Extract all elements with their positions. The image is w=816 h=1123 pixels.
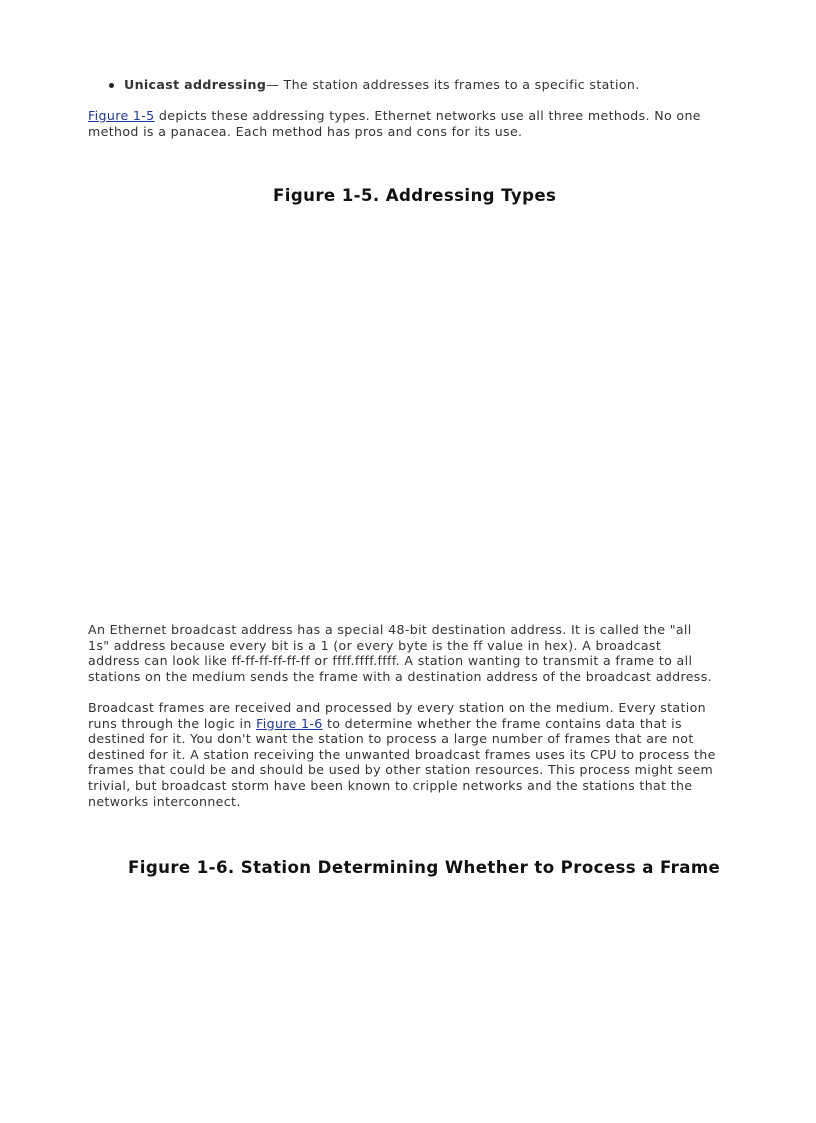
paragraph-line: destined for it. You don't want the station to process a large number of frames that are not bbox=[88, 731, 694, 747]
figure-1-6-image-area bbox=[88, 885, 733, 1115]
paragraph-line: trivial, but broadcast storm have been known to cripple networks and the stations that the bbox=[88, 777, 693, 793]
paragraph-line bbox=[88, 108, 733, 124]
paragraph-broadcast-frames bbox=[88, 700, 733, 809]
paragraph-line: networks interconnect. bbox=[88, 793, 241, 809]
bullet-term: Unicast addressing bbox=[124, 77, 267, 92]
paragraph-line: An Ethernet broadcast address has a special 48-bit destination address. It is called the "all bbox=[88, 622, 692, 637]
paragraph-line: address can look like ff-ff-ff-ff-ff-ff or ffff.ffff.ffff. A station wanting to transmit a frame to all bbox=[88, 653, 693, 669]
paragraph-text: to determine whether the frame contains data that is bbox=[322, 715, 682, 731]
paragraph-line: method is a panacea. Each method has pros and cons for its use. bbox=[88, 123, 523, 139]
list-item bbox=[88, 77, 640, 93]
figure-1-5-link[interactable]: Figure 1-5 bbox=[88, 108, 155, 123]
paragraph-line: 1s" address because every bit is a 1 (or every byte is the ff value in hex). A broadcast bbox=[88, 637, 662, 653]
paragraph-line bbox=[88, 716, 733, 732]
paragraph-addressing-types bbox=[88, 108, 733, 139]
bullet-list bbox=[88, 77, 640, 93]
bullet-text: — The station addresses its frames to a specific station. bbox=[266, 77, 640, 92]
paragraph-broadcast-address bbox=[88, 622, 733, 684]
paragraph-line: Broadcast frames are received and processed by every station on the medium. Every station bbox=[88, 700, 707, 715]
paragraph-text: runs through the logic in bbox=[88, 715, 257, 731]
figure-1-6-link[interactable]: Figure 1-6 bbox=[256, 715, 323, 731]
paragraph-line: stations on the medium sends the frame with a destination address of the broadcast address. bbox=[88, 668, 712, 684]
figure-1-6-title: Figure 1-6. Station Determining Whether to Process a Frame bbox=[128, 858, 721, 877]
figure-1-5-image-area bbox=[88, 212, 733, 612]
paragraph-line: destined for it. A station receiving the unwanted broadcast frames uses its CPU to process the bbox=[88, 746, 716, 762]
bullet-dot-icon bbox=[109, 83, 114, 88]
paragraph-text: depicts these addressing types. Ethernet networks use all three methods. No one bbox=[154, 108, 701, 123]
figure-1-5-title: Figure 1-5. Addressing Types bbox=[273, 186, 557, 205]
paragraph-line: frames that could be and should be used by other station resources. This process might seem bbox=[88, 762, 714, 778]
